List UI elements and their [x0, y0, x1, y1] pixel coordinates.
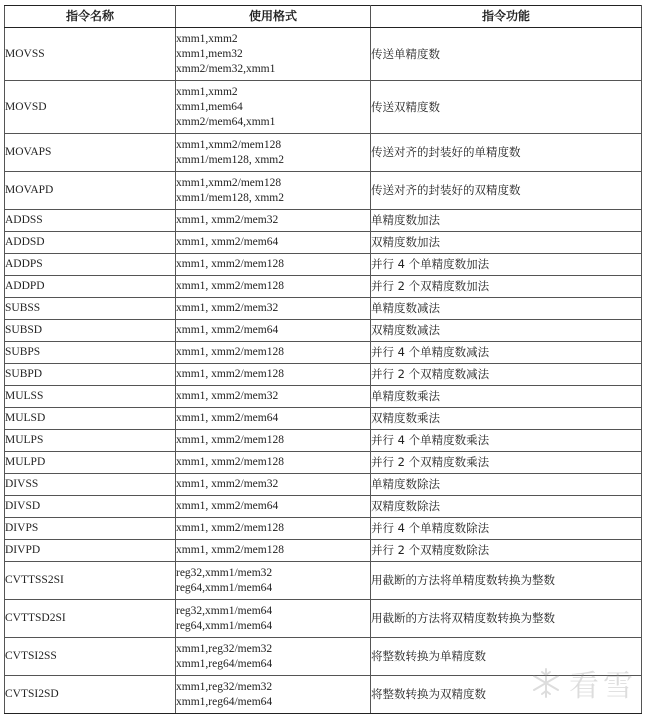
usage-format-line: xmm1,xmm2/mem128 — [176, 138, 282, 151]
usage-format-line: xmm1, xmm2/mem128 — [176, 346, 284, 358]
table-row — [5, 342, 642, 364]
instruction-name-cell: SUBPS — [5, 342, 176, 364]
usage-format-line: xmm1, xmm2/mem128 — [176, 258, 284, 270]
usage-format-line: xmm1, xmm2/mem32 — [176, 478, 279, 490]
instruction-name-cell: MOVAPD — [5, 172, 176, 210]
instruction-name-cell: SUBSD — [5, 320, 176, 342]
instruction-name-cell: ADDPD — [5, 276, 176, 298]
instruction-name-cell: CVTTSS2SI — [5, 562, 176, 600]
usage-format-line: xmm1/mem128, xmm2 — [176, 153, 284, 166]
usage-format-cell — [176, 386, 371, 408]
usage-format-line: xmm1,reg32/mem32 — [176, 680, 273, 693]
table-row — [5, 81, 642, 134]
table-row — [5, 430, 642, 452]
table-row — [5, 134, 642, 172]
table-row — [5, 210, 642, 232]
table-row — [5, 276, 642, 298]
usage-format-line: xmm1, xmm2/mem32 — [176, 302, 279, 314]
instruction-name-cell: CVTTSD2SI — [5, 600, 176, 638]
instruction-name-cell: ADDSS — [5, 210, 176, 232]
instruction-function-cell: 传送双精度数 — [371, 81, 642, 134]
instruction-name-cell: CVTSI2SD — [5, 676, 176, 714]
instruction-name-cell: DIVSD — [5, 496, 176, 518]
table-row — [5, 540, 642, 562]
table-row — [5, 298, 642, 320]
usage-format-line: xmm2/mem64,xmm1 — [176, 115, 276, 128]
usage-format-line: xmm1, xmm2/mem128 — [176, 434, 284, 446]
instruction-function-cell: 双精度数除法 — [371, 496, 642, 518]
instruction-name-cell: CVTSI2SS — [5, 638, 176, 676]
usage-format-line: xmm1,mem64 — [176, 100, 243, 113]
instruction-name-cell: ADDPS — [5, 254, 176, 276]
usage-format-line: xmm1,xmm2 — [176, 32, 238, 45]
usage-format-line: xmm1, xmm2/mem128 — [176, 280, 284, 292]
usage-format-line: reg32,xmm1/mem64 — [176, 604, 273, 617]
usage-format-cell — [176, 81, 371, 134]
instruction-function-cell: 双精度数乘法 — [371, 408, 642, 430]
instruction-name-cell: ADDSD — [5, 232, 176, 254]
usage-format-line: xmm1,xmm2 — [176, 85, 238, 98]
table-row — [5, 364, 642, 386]
usage-format-line: xmm1, xmm2/mem128 — [176, 456, 284, 468]
usage-format-line: xmm1, xmm2/mem128 — [176, 522, 284, 534]
usage-format-line: xmm1,mem32 — [176, 47, 243, 60]
instruction-function-cell: 并行 2 个双精度数乘法 — [371, 452, 642, 474]
header-row — [5, 6, 642, 28]
usage-format-cell — [176, 408, 371, 430]
usage-format-line: reg32,xmm1/mem32 — [176, 566, 273, 579]
header-usage-format: 使用格式 — [176, 6, 371, 28]
table-row — [5, 408, 642, 430]
table-body — [5, 28, 642, 714]
usage-format-cell — [176, 496, 371, 518]
usage-format-line: xmm1,reg32/mem32 — [176, 642, 273, 655]
usage-format-cell — [176, 232, 371, 254]
instruction-function-cell: 双精度数加法 — [371, 232, 642, 254]
usage-format-cell — [176, 364, 371, 386]
usage-format-cell — [176, 254, 371, 276]
instruction-function-cell: 将整数转换为单精度数 — [371, 638, 642, 676]
usage-format-cell — [176, 430, 371, 452]
usage-format-cell — [176, 638, 371, 676]
instruction-function-cell: 并行 2 个双精度数减法 — [371, 364, 642, 386]
instruction-function-cell: 并行 4 个单精度数加法 — [371, 254, 642, 276]
usage-format-cell — [176, 676, 371, 714]
usage-format-cell — [176, 298, 371, 320]
instruction-function-cell: 并行 2 个双精度数加法 — [371, 276, 642, 298]
instruction-function-cell: 并行 4 个单精度数减法 — [371, 342, 642, 364]
table-row — [5, 232, 642, 254]
table-row — [5, 474, 642, 496]
usage-format-line: xmm1, xmm2/mem32 — [176, 214, 279, 226]
usage-format-line: xmm1, xmm2/mem64 — [176, 236, 279, 248]
usage-format-line: xmm1,xmm2/mem128 — [176, 176, 282, 189]
usage-format-cell — [176, 28, 371, 81]
table-row — [5, 386, 642, 408]
usage-format-cell — [176, 172, 371, 210]
instruction-name-cell: MOVAPS — [5, 134, 176, 172]
usage-format-cell — [176, 276, 371, 298]
usage-format-line: xmm1, xmm2/mem64 — [176, 412, 279, 424]
usage-format-line: xmm1, xmm2/mem128 — [176, 544, 284, 556]
instruction-function-cell: 传送对齐的封装好的双精度数 — [371, 172, 642, 210]
usage-format-cell — [176, 452, 371, 474]
header-instruction-name: 指令名称 — [5, 6, 176, 28]
usage-format-line: xmm1, xmm2/mem128 — [176, 368, 284, 380]
instruction-name-cell: DIVSS — [5, 474, 176, 496]
instruction-function-cell: 传送对齐的封装好的单精度数 — [371, 134, 642, 172]
instruction-function-cell: 并行 2 个双精度数除法 — [371, 540, 642, 562]
instruction-function-cell: 将整数转换为双精度数 — [371, 676, 642, 714]
instruction-name-cell: MULPD — [5, 452, 176, 474]
watermark-text: 看雪 — [569, 669, 637, 704]
instruction-name-cell: MULSS — [5, 386, 176, 408]
instruction-function-cell: 用截断的方法将单精度数转换为整数 — [371, 562, 642, 600]
table-row — [5, 676, 642, 714]
instruction-function-cell: 传送单精度数 — [371, 28, 642, 81]
usage-format-line: xmm1,reg64/mem64 — [176, 695, 273, 708]
table-row — [5, 320, 642, 342]
instruction-function-cell: 并行 4 个单精度数乘法 — [371, 430, 642, 452]
table-row — [5, 452, 642, 474]
usage-format-cell — [176, 474, 371, 496]
table-row — [5, 254, 642, 276]
table-row — [5, 638, 642, 676]
instruction-name-cell: DIVPD — [5, 540, 176, 562]
usage-format-line: xmm1, xmm2/mem64 — [176, 324, 279, 336]
table-row — [5, 518, 642, 540]
usage-format-line: xmm1,reg64/mem64 — [176, 657, 273, 670]
usage-format-cell — [176, 562, 371, 600]
instruction-function-cell: 单精度数乘法 — [371, 386, 642, 408]
table-header — [5, 6, 642, 28]
usage-format-cell — [176, 320, 371, 342]
instruction-name-cell: MULPS — [5, 430, 176, 452]
table-row — [5, 600, 642, 638]
usage-format-cell — [176, 210, 371, 232]
usage-format-cell — [176, 518, 371, 540]
instruction-name-cell: MOVSD — [5, 81, 176, 134]
table-row — [5, 562, 642, 600]
instruction-name-cell: MULSD — [5, 408, 176, 430]
table-row — [5, 28, 642, 81]
instruction-function-cell: 单精度数加法 — [371, 210, 642, 232]
sse-instruction-table — [4, 5, 642, 714]
instruction-name-cell: SUBSS — [5, 298, 176, 320]
table-row — [5, 496, 642, 518]
usage-format-cell — [176, 600, 371, 638]
instruction-function-cell: 单精度数除法 — [371, 474, 642, 496]
usage-format-cell — [176, 342, 371, 364]
usage-format-line: xmm1, xmm2/mem32 — [176, 390, 279, 402]
instruction-name-cell: MOVSS — [5, 28, 176, 81]
table-row — [5, 172, 642, 210]
instruction-function-cell: 双精度数减法 — [371, 320, 642, 342]
usage-format-line: reg64,xmm1/mem64 — [176, 581, 273, 594]
usage-format-cell — [176, 540, 371, 562]
instruction-function-cell: 并行 4 个单精度数除法 — [371, 518, 642, 540]
instruction-function-cell: 单精度数减法 — [371, 298, 642, 320]
instruction-name-cell: SUBPD — [5, 364, 176, 386]
usage-format-line: xmm2/mem32,xmm1 — [176, 62, 276, 75]
usage-format-cell — [176, 134, 371, 172]
header-instruction-function: 指令功能 — [371, 6, 642, 28]
instruction-name-cell: DIVPS — [5, 518, 176, 540]
instruction-function-cell: 用截断的方法将双精度数转换为整数 — [371, 600, 642, 638]
usage-format-line: xmm1/mem128, xmm2 — [176, 191, 284, 204]
usage-format-line: reg64,xmm1/mem64 — [176, 619, 273, 632]
usage-format-line: xmm1, xmm2/mem64 — [176, 500, 279, 512]
